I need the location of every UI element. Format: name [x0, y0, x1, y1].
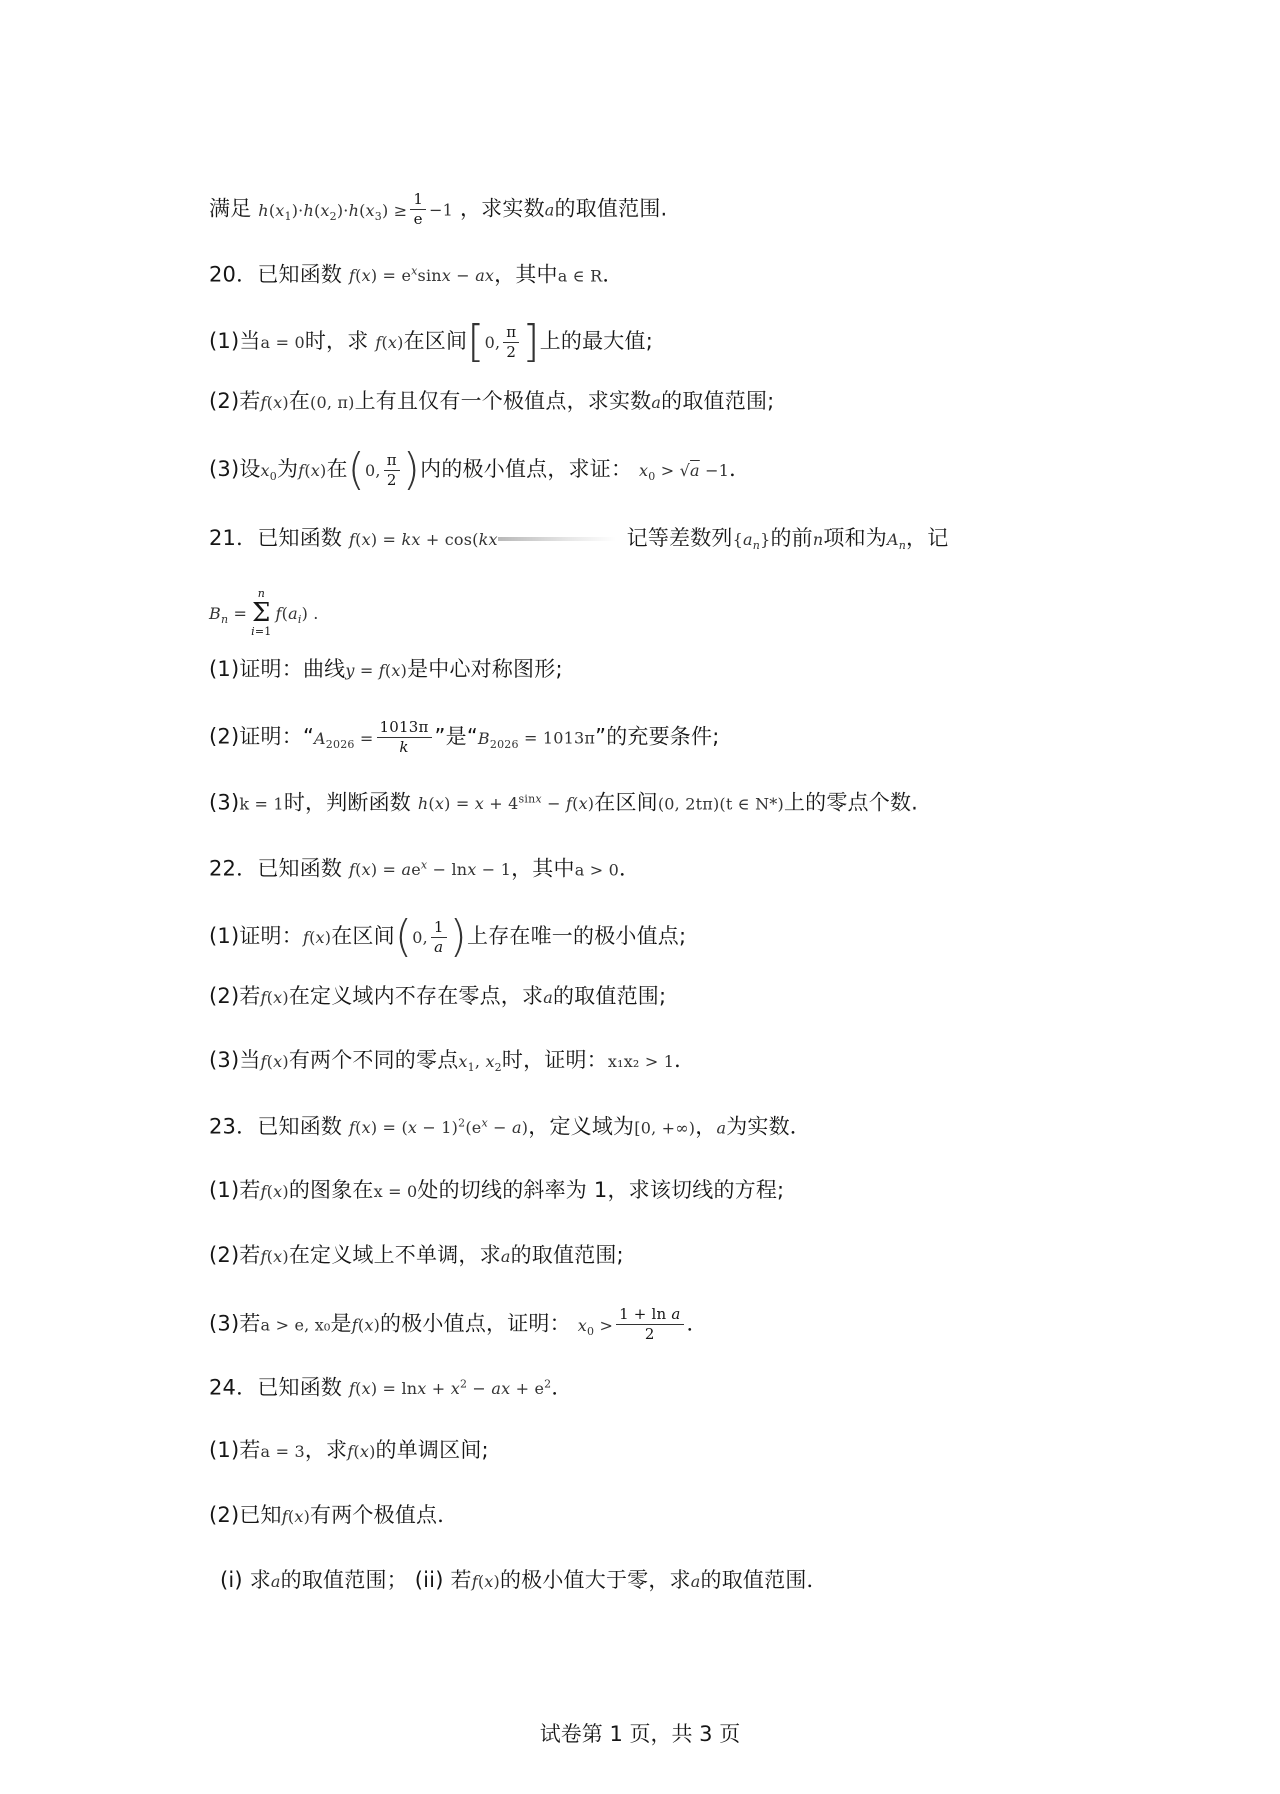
q23-stem: 23．已知函数 $f(x) = (x - 1)^2(e^x - a)$，定义域为[0, +∞)，a为实数．: [209, 1114, 811, 1139]
q24-stem: 24．已知函数 $f(x) = \ln x + x^2$ − ax + $e^2$．: [209, 1375, 573, 1400]
q22-part-1: (1)证明：f(x)在区间(0, $\frac{1}{a}$ )上存在唯一的极小值点;: [209, 911, 687, 962]
q20-stem: 20．已知函数 $f(x) = e^x\sin x$ − ax，其中a ∈ R．: [209, 262, 624, 287]
q21-part-1: (1)证明：曲线y = f(x)是中心对称图形;: [209, 657, 563, 681]
fraction-1-over-e: $\frac{1}{e}$: [410, 190, 426, 229]
summation-symbol: n Σ i=1: [251, 587, 272, 638]
q23-part-3: (3)若a > e, x₀是f(x)的极小值点，证明： $x_0$ > $\frac{\text{1 + ln a}}{2}$ ．: [209, 1305, 708, 1343]
q20-part-3: (3)设$x_0$为f(x)在(0, $\frac{\pi}{2}$ )内的极小值点，求证： $x_0 > √a -1$．: [209, 444, 751, 495]
q24-part-2-subparts: (i) 求a的取值范围； (ii) 若f(x)的极小值大于零，求a的取值范围．: [220, 1568, 828, 1592]
q21-part-3: (3)k = 1时，判断函数 $h(x) = x + 4^{sinx} - f(x)$在区间(0, 2tπ)(t ∈ N*)上的零点个数.: [209, 790, 919, 815]
q19-tail: 满足 $h(x_1)\cdot h(x_2)\cdot h(x_3)$ ≥ $\frac{1}{e}$ −1 ，求实数a的取值范围.: [209, 190, 668, 228]
q23-part-1: (1)若f(x)的图象在x = 0处的切线的斜率为 1，求该切线的方程;: [209, 1178, 785, 1202]
q19-inequality: $h(x_1)\cdot h(x_2)\cdot h(x_3)$ ≥: [258, 200, 408, 223]
q24-part-1: (1)若a = 3，求f(x)的单调区间;: [209, 1438, 489, 1462]
q22-part-3: (3)当f(x)有两个不同的零点$x_1$, $x_2$时，证明：x₁x₂ > 1．: [209, 1048, 696, 1075]
q21-stem: 21．已知函数 f(x) = kx + cos(kx 记等差数列$\{a_n\}$的前n项和为$A_n$，记: [209, 526, 949, 553]
obscured-text: [498, 537, 616, 541]
q20-part-1: (1)当a = 0时，求 f(x)在区间[0, $\frac{\pi}{2}$ ]上的最大值;: [209, 316, 653, 367]
q21-part-2: (2)证明：“$A_{2026}$ = $\frac{1013\pi}{k}$ ”是“$B_{2026} = 1013\pi$”的充要条件;: [209, 718, 720, 756]
q21-bn-def: $B_n =n$ Σ $i=1f(a_i)$ .: [209, 587, 319, 638]
q20-part-2: (2)若f(x)在(0, π)上有且仅有一个极值点，求实数a的取值范围;: [209, 389, 775, 413]
q20-function: $f(x) = e^x\sin x$ − ax: [349, 265, 495, 286]
page-footer: 试卷第 1 页，共 3 页: [539, 1722, 741, 1746]
q23-part-2: (2)若f(x)在定义域上不单调，求a的取值范围;: [209, 1243, 624, 1267]
q22-part-2: (2)若f(x)在定义域内不存在零点，求a的取值范围;: [209, 984, 667, 1008]
q24-part-2: (2)已知f(x)有两个极值点．: [209, 1503, 459, 1527]
q22-stem: 22．已知函数 $f(x) = ae^x - \ln x - 1$，其中a > 0．: [209, 856, 641, 881]
